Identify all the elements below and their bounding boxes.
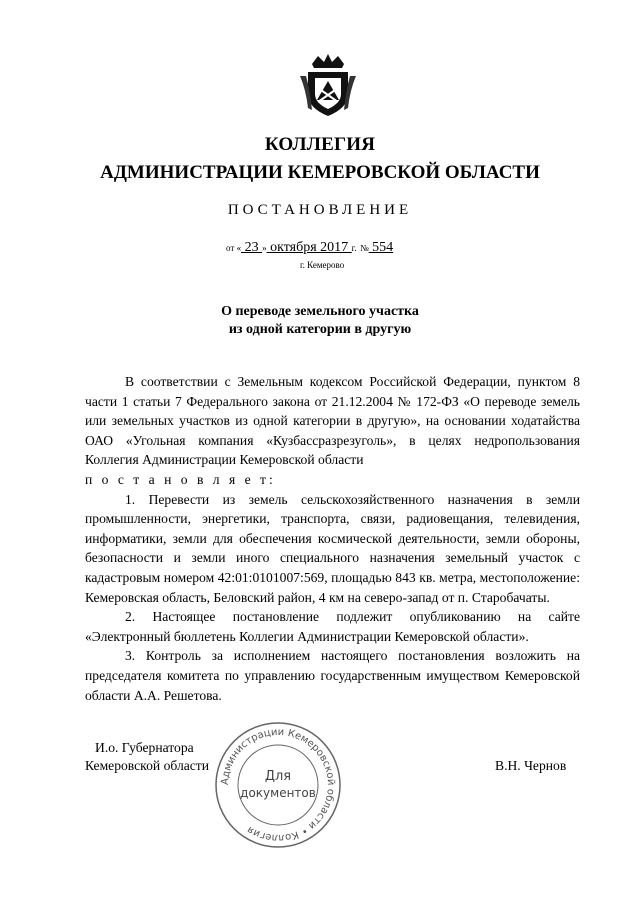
date-number-line bbox=[226, 240, 393, 256]
stamp-center-line2: документов bbox=[240, 786, 316, 800]
signatory-position-line2: Кемеровской области bbox=[85, 758, 210, 773]
date-day: 23 bbox=[241, 240, 263, 255]
signatory-name: В.Н. Чернов bbox=[495, 758, 567, 773]
resolves-word: п о с т а н о в л я е т: bbox=[85, 471, 276, 487]
city-name: г. Кемерово bbox=[300, 260, 345, 270]
date-year-suffix: г. bbox=[351, 243, 357, 253]
document-type: ПОСТАНОВЛЕНИЕ bbox=[227, 202, 413, 218]
coat-of-arms-emblem bbox=[298, 50, 358, 120]
document-title-line2: из одной категории в другую bbox=[228, 322, 412, 337]
item-2-paragraph: 2. Настоящее постановление подлежит опубликованию на сайте «Электронный бюллетень Коллегии Администрации Кемеровской области». bbox=[85, 609, 580, 644]
date-month-year: октября 2017 bbox=[266, 240, 352, 255]
org-name-line2: АДМИНИСТРАЦИИ КЕМЕРОВСКОЙ ОБЛАСТИ bbox=[100, 162, 540, 183]
signatory-position-line1: И.о. Губернатора bbox=[95, 740, 194, 755]
stamp-center-line1: Для bbox=[264, 769, 292, 784]
preamble-paragraph: В соответствии с Земельным кодексом Российской Федерации, пунктом 8 части 1 статьи 7 Федерального закона от 21.12.2004 № 172-ФЗ «О переводе земель или земельных участков из одной категории в другую», на основании ходатайства ОАО «Угольная компания «Кузбассразрезуголь», в целях недропользования Коллегия Администрации Кемеровской области bbox=[85, 374, 580, 468]
item-1-paragraph: 1. Перевести из земель сельскохозяйственного назначения в земли промышленности, энергетики, транспорта, связи, радиовещания, телевидения, информатики, земли для обеспечения космической деятельности, земли обороны, безопасности и земли иного специального назначения земельный участок с кадастровым номером 42:01:0101007:569, площадью 843 кв. метра, местоположение: Кемеровская область, Беловский район, 4 км на северо-запад от п. Старобачаты. bbox=[85, 491, 580, 605]
date-prefix: от « bbox=[226, 243, 242, 253]
document-body bbox=[85, 372, 580, 705]
item-3-paragraph: 3. Контроль за исполнением настоящего постановления возложить на председателя комитета по управлению государственным имуществом Кемеровской области А.А. Решетова. bbox=[85, 648, 580, 703]
number-label: № bbox=[360, 243, 369, 253]
stamp-ring-text: Администрации Кемеровской области • Коллегия bbox=[219, 726, 337, 844]
document-number: 554 bbox=[368, 240, 394, 255]
date-mid: » bbox=[262, 243, 267, 253]
document-title-line1: О переводе земельного участка bbox=[221, 304, 419, 319]
org-name-line1: КОЛЛЕГИЯ bbox=[264, 134, 376, 155]
official-stamp bbox=[213, 720, 343, 850]
